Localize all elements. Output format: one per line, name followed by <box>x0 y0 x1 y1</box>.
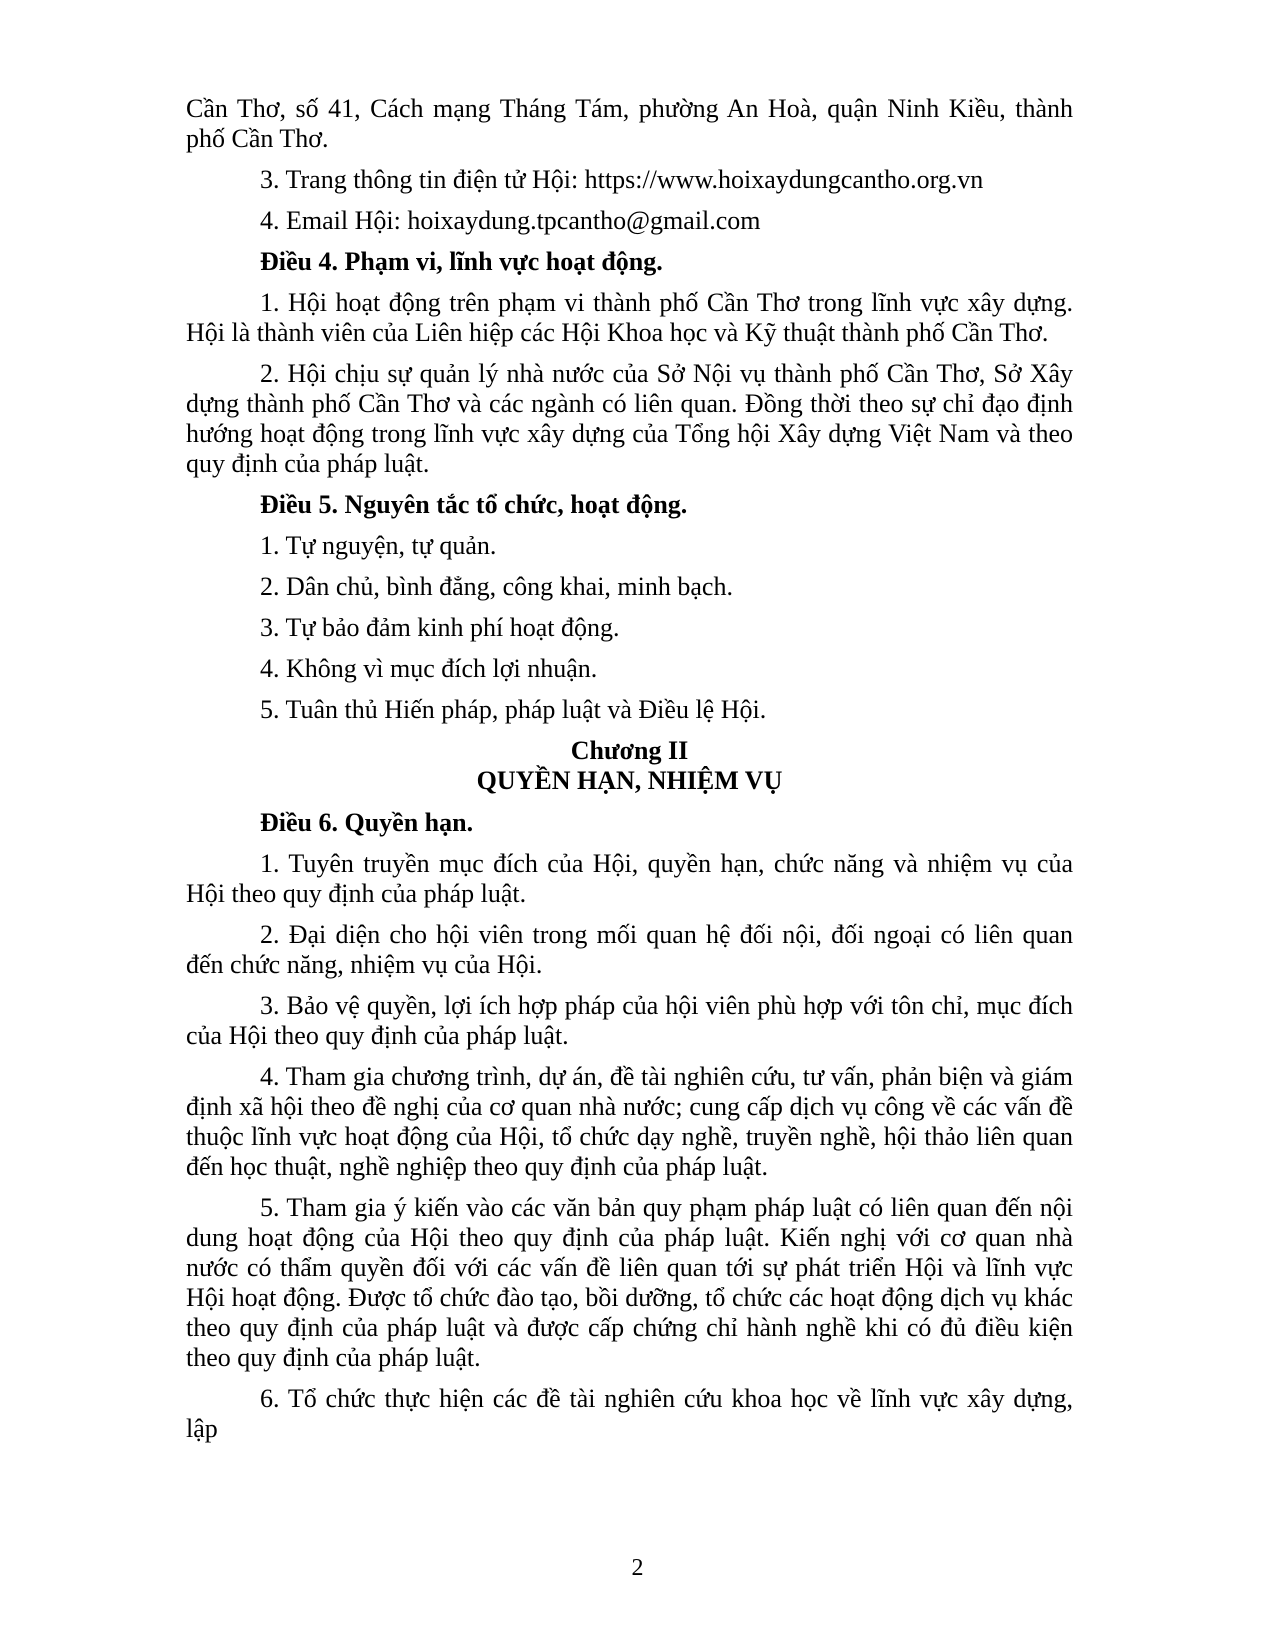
article-6-item-6: 6. Tổ chức thực hiện các đề tài nghiên cứu khoa học về lĩnh vực xây dựng, lập <box>186 1384 1073 1443</box>
article-5-item-4: 4. Không vì mục đích lợi nhuận. <box>260 654 598 683</box>
article-5-item-1: 1. Tự nguyện, tự quản. <box>260 531 497 560</box>
article-6-item-2: 2. Đại diện cho hội viên trong mối quan hệ đối nội, đối ngoại có liên quan đến chức năng, nhiệm vụ của Hội. <box>186 920 1073 979</box>
email-paragraph: 4. Email Hội: hoixaydung.tpcantho@gmail.com <box>260 206 761 235</box>
article-5-item-2: 2. Dân chủ, bình đẳng, công khai, minh bạch. <box>260 572 733 601</box>
article-5-title: Điều 5. Nguyên tắc tổ chức, hoạt động. <box>260 490 688 519</box>
article-4-item-1: 1. Hội hoạt động trên phạm vi thành phố Cần Thơ trong lĩnh vực xây dựng. Hội là thành viên của Liên hiệp các Hội Khoa học và Kỹ thuật thành phố Cần Thơ. <box>186 288 1073 347</box>
website-paragraph: 3. Trang thông tin điện tử Hội: https://www.hoixaydungcantho.org.vn <box>260 165 984 194</box>
article-6-item-1: 1. Tuyên truyền mục đích của Hội, quyền hạn, chức năng và nhiệm vụ của Hội theo quy định của pháp luật. <box>186 849 1073 908</box>
chapter-title: QUYỀN HẠN, NHIỆM VỤ <box>476 766 783 795</box>
article-4-title: Điều 4. Phạm vi, lĩnh vực hoạt động. <box>260 247 663 276</box>
chapter-heading <box>186 736 1073 796</box>
chapter-number: Chương II <box>570 736 689 765</box>
article-6-item-3: 3. Bảo vệ quyền, lợi ích hợp pháp của hội viên phù hợp với tôn chỉ, mục đích của Hội theo quy định của pháp luật. <box>186 991 1073 1050</box>
article-5-item-5: 5. Tuân thủ Hiến pháp, pháp luật và Điều lệ Hội. <box>260 695 767 724</box>
article-6-item-4: 4. Tham gia chương trình, dự án, đề tài nghiên cứu, tư vấn, phản biện và giám định xã hội theo đề nghị của cơ quan nhà nước; cung cấp dịch vụ công về các vấn đề thuộc lĩnh vực hoạt động của Hội, tổ chức dạy nghề, truyền nghề, hội thảo liên quan đến học thuật, nghề nghiệp theo quy định của pháp luật. <box>186 1062 1073 1181</box>
article-6-item-5: 5. Tham gia ý kiến vào các văn bản quy phạm pháp luật có liên quan đến nội dung hoạt động của Hội theo quy định của pháp luật. Kiến nghị với cơ quan nhà nước có thẩm quyền đối với các vấn đề liên quan tới sự phát triển Hội và lĩnh vực Hội hoạt động. Được tổ chức đào tạo, bồi dưỡng, tổ chức các hoạt động dịch vụ khác theo quy định của pháp luật và được cấp chứng chỉ hành nghề khi có đủ điều kiện theo quy định của pháp luật. <box>186 1193 1073 1372</box>
article-5-item-3: 3. Tự bảo đảm kinh phí hoạt động. <box>260 613 620 642</box>
page-number: 2 <box>631 1555 644 1581</box>
article-6-title: Điều 6. Quyền hạn. <box>260 808 474 837</box>
intro-paragraph: Cần Thơ, số 41, Cách mạng Tháng Tám, phường An Hoà, quận Ninh Kiều, thành phố Cần Thơ. <box>186 94 1073 153</box>
article-4-item-2: 2. Hội chịu sự quản lý nhà nước của Sở Nội vụ thành phố Cần Thơ, Sở Xây dựng thành phố Cần Thơ và các ngành có liên quan. Đồng thời theo sự chỉ đạo định hướng hoạt động trong lĩnh vực xây dựng của Tổng hội Xây dựng Việt Nam và theo quy định của pháp luật. <box>186 359 1073 478</box>
document-page <box>186 94 1073 1455</box>
